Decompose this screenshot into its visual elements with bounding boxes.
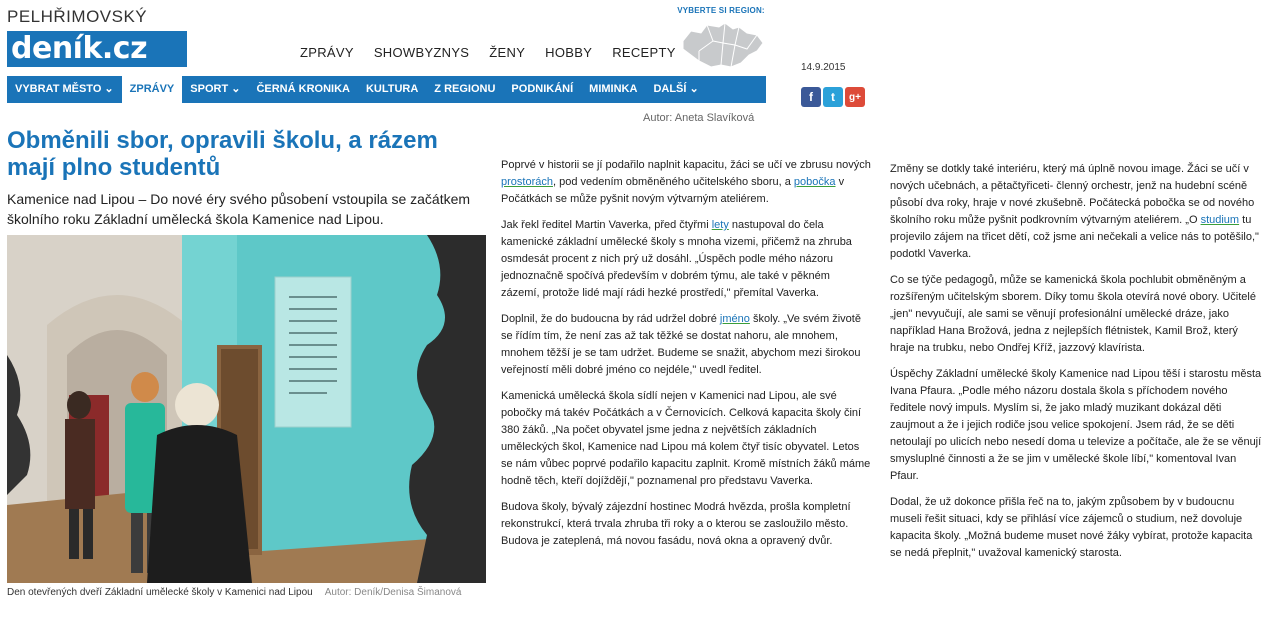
text: školy. „Ve svém životě se řídím tím, že není zas až tak těžké se dostat nahoru, ale mnohem, mnohem těžší je se tam udržet. Budeme se snažit, abychom mezi širokou veřejností měli dobré jméno co nejdéle," uvedl ředitel. [501,313,861,376]
nav-vybrat-mesto[interactable]: VYBRAT MĚSTO ⌄ [15,83,114,95]
inline-link-lety[interactable]: lety [711,219,729,231]
photo-illustration [7,235,486,583]
text: Úspěchy Základní umělecké školy Kamenice nad Lipou těší i starostu města Ivana Pfaura. „Podle mého názoru dostala škola s příchodem nového ředitele nový impuls. Myslím si, že jako mladý muzikant dokázal děti zaujmout a že i jejich rodiče jsou velice spokojení. Jsem rád, že se děti netoulají po ulicích nebo nesedí doma u televize a počítače, ale že se věnují smysluplné činnosti a že se jim v umělecké škole líbí," komentoval Ivan Pfaur. [890,368,1262,482]
nav-podnikani[interactable]: PODNIKÁNÍ [511,83,574,95]
text: tu projevilo zájem na třicet dětí, což jsme ani nečekali a velice nás to potěšilo," podotkl Vaverka. [890,214,1259,260]
paragraph [501,388,871,490]
text: Co se týče pedagogů, může se kamenická škola pochlubit obměněným a rozšířeným učitelským sborem. Díky tomu škola otevírá nové obory. Učitelé „jen" nevyučují, ale sami se věnují profesionální umělecké dráze, jako například Hana Brožová, jedna z nejlepších flétnistek, Kamil Brož, který hraje na trubku, nebo Ondřej Kříž, jazzový klavírista. [890,274,1256,354]
nav-kultura[interactable]: KULTURA [365,83,419,95]
article-column-3 [890,161,1262,571]
facebook-icon[interactable]: f [801,87,821,107]
topnav-zpravy[interactable]: ZPRÁVY [300,45,354,60]
text: Budova školy, bývalý zájezdní hostinec Modrá hvězda, prošla kompletní rekonstrukcí, která trvala zhruba tři roky a o kterou se zasloužilo město. Budova je zateplená, má novou fasádu, nová okna a opravený dvůr. [501,501,851,547]
text: Doplnil, že do budoucna by rád udržel dobré [501,313,720,325]
article-column-2 [501,157,871,559]
text: Poprvé v historii se jí podařilo naplnit kapacitu, žáci se učí ve zbrusu nových [501,159,871,171]
article-perex: Kamenice nad Lipou – Do nové éry svého působení vstoupila se začátkem školního roku Základní umělecká škola Kamenice nad Lipou. [7,191,471,227]
paragraph [501,217,871,302]
nav-zpravy[interactable]: ZPRÁVY [122,76,183,103]
nav-sport[interactable]: SPORT ⌄ [190,83,241,95]
inline-link-pobocka[interactable]: pobočka [793,176,836,188]
paragraph [890,272,1262,357]
inline-link-jmeno[interactable]: jméno [719,313,750,325]
text: , pod vedením obměněného učitelského sboru, a [552,176,794,188]
top-nav [300,45,696,60]
brand-region-name: PELHŘIMOVSKÝ [7,7,148,26]
paragraph [890,366,1262,485]
inline-link-studium[interactable]: studium [1200,214,1240,226]
google-plus-icon[interactable]: g+ [845,87,865,107]
nav-dalsi[interactable]: DALŠÍ ⌄ [653,83,699,95]
topnav-hobby[interactable]: HOBBY [545,45,593,60]
date: 14.9.2015 [801,62,846,73]
nav-miminka[interactable]: MIMINKA [589,83,638,95]
text: Jak řekl ředitel Martin Vaverka, před čtyřmi [501,219,712,231]
paragraph [890,161,1262,263]
topnav-showbyznys[interactable]: SHOWBYZNYS [373,45,470,60]
main-nav [7,76,766,103]
text: v Počátkách se může pyšnit novým výtvarným ateliérem. [501,176,845,205]
nav-cerna-kronika[interactable]: ČERNÁ KRONIKA [256,83,350,95]
photo-caption [7,586,477,600]
text: Dodal, že už dokonce přišla řeč na to, jakým způsobem by v budoucnu museli řešit situaci, kdy se přihlásí více zájemců o studium, než dovoluje kapacita školy. „Možná budeme muset nové žáky vybírat, protože kapacita se nedá přeplnit," uvažoval kamenický starosta. [890,496,1253,559]
nav-z-regionu[interactable]: Z REGIONU [434,83,496,95]
caption-author: Autor: Deník/Denisa Šimanová [324,587,462,598]
social-share [801,87,865,107]
czech-map-icon[interactable] [677,19,765,71]
paragraph [890,494,1262,562]
text: nastupoval do čela kamenické základní umělecké školy s mnoha vizemi, přičemž na zhruba osmdesát procent z nich prý už dosáhl. „Úspěch podle mého názoru jednoznačně spočívá především v dobrém týmu, ale také v pěkném zázemí, protože lidé mají rádi hezké prostředí," přemítal Vaverka. [501,219,852,299]
region-selector[interactable] [676,6,766,71]
text: Kamenická umělecká škola sídlí nejen v Kamenici nad Lipou, ale své pobočky má takév Počátkách a v Černovicích. Celková kapacita školy činí 380 žáků. „Na počet obyvatel jsme jedna z největších základních uměleckých škol, Kamenice nad Lipou má kolem čtyř tisíc obyvatel. Letos se nám vůbec poprvé podařilo kapacitu zaplnit. Kromě místních žáků máme hodně těch, kteří dojíždějí," poznamenal pro představu Vaverka. [501,390,871,487]
region-label: VYBERTE SI REGION: [677,6,765,15]
article-author: Autor: Aneta Slavíková [643,112,755,124]
article-photo[interactable] [7,235,486,583]
site-logo[interactable]: deník.cz [7,31,187,67]
topnav-zeny[interactable]: ŽENY [489,45,526,60]
paragraph [501,499,871,550]
inline-link-prostorach[interactable]: prostorách [501,176,553,188]
text: Změny se dotkly také interiéru, který má úplně novou image. Žáci se učí v nových učebnách, a pětačtyřiceti- členný orchestr, jenž na hudební scéně působí dva roky, hraje v nové zkušebně. Počátecká pobočka se od nového školního roku může pyšnit podkrovním výtvarným ateliérem. „O [890,163,1255,226]
paragraph [501,157,871,208]
twitter-icon[interactable]: t [823,87,843,107]
caption-text: Den otevřených dveří Základní umělecké školy v Kamenici nad Lipou [7,587,313,598]
paragraph [501,311,871,379]
article-title: Obměnili sbor, opravili školu, a rázem mají plno studentů [7,127,438,181]
topnav-recepty[interactable]: RECEPTY [612,45,676,60]
